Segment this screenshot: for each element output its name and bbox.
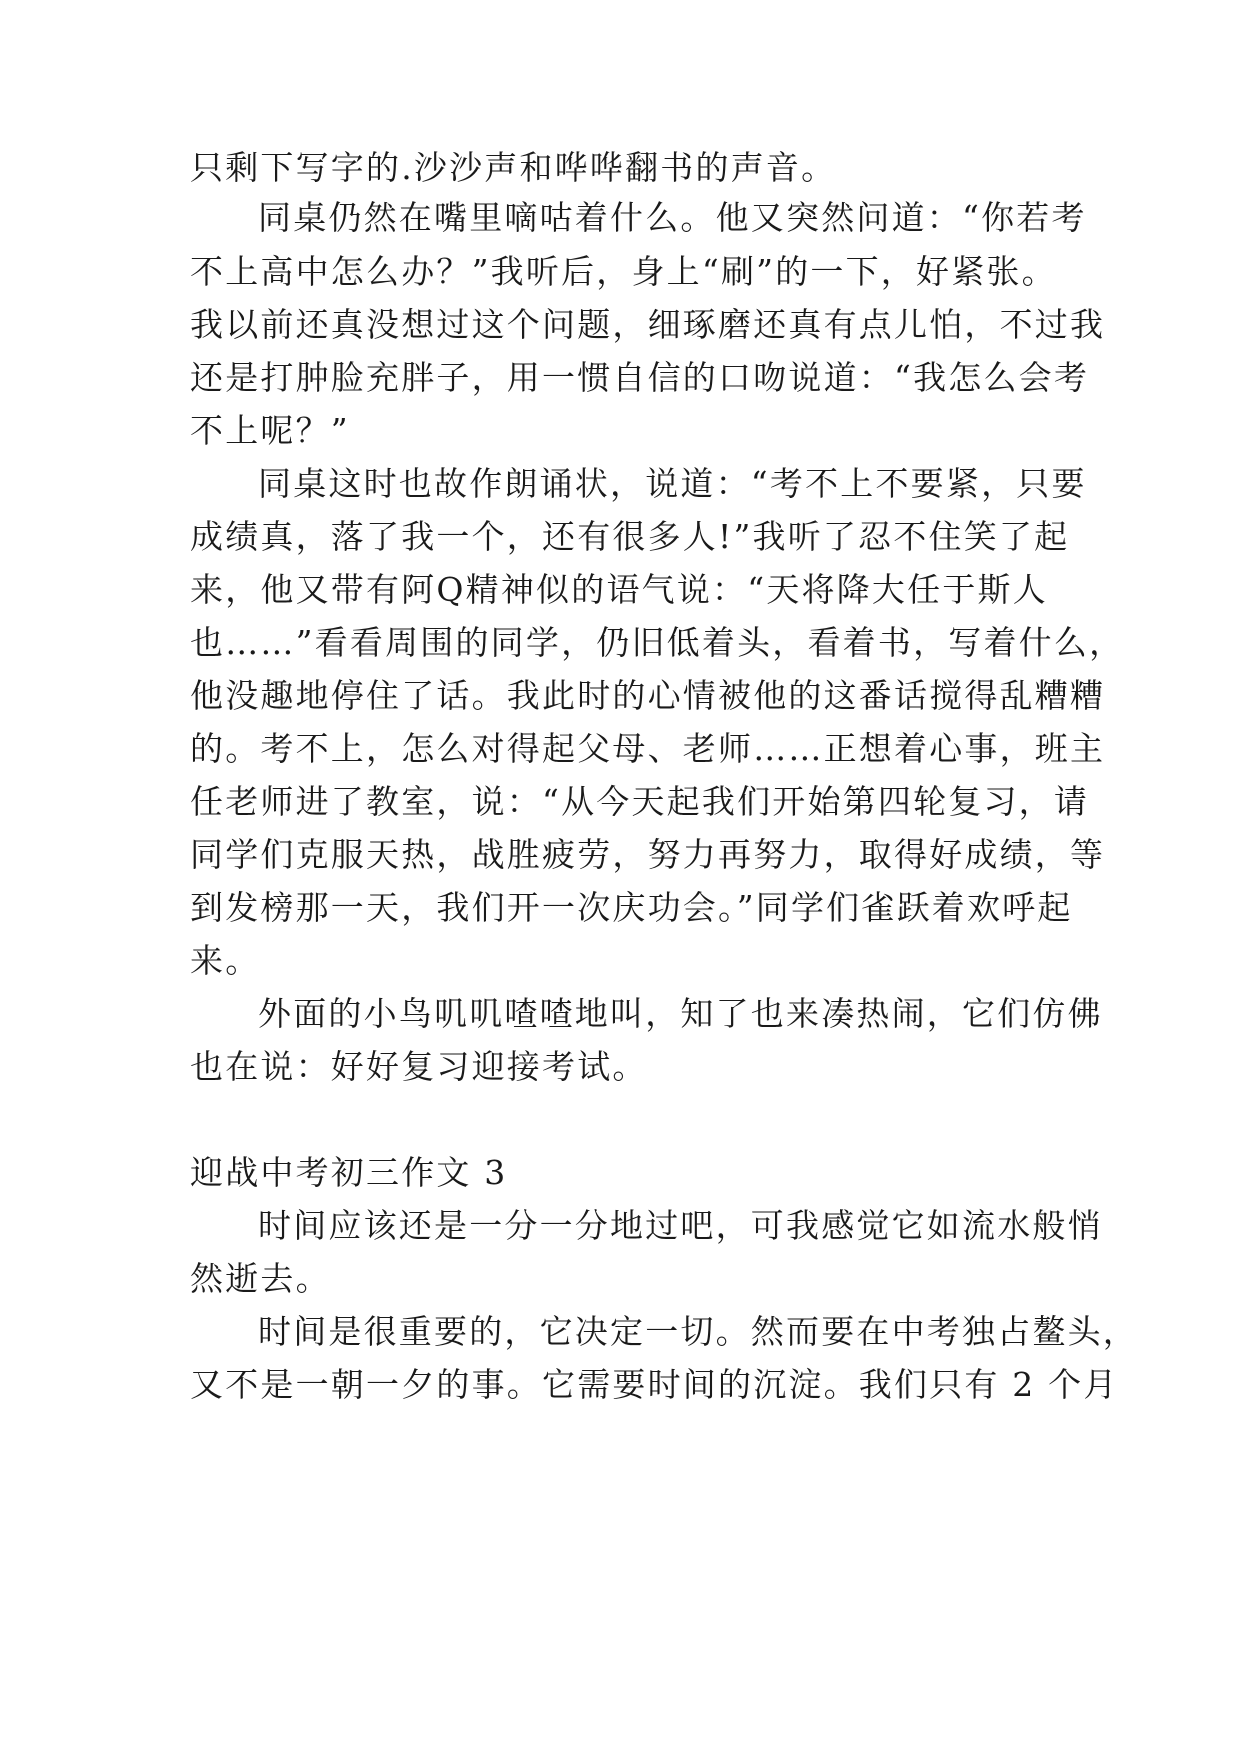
text-line: 不上呢？”: [190, 411, 350, 450]
paragraph-start-line: 同桌这时也故作朗诵状，说道：“考不上不要紧，只要: [258, 464, 1087, 503]
text-line: 任老师进了教室，说：“从今天起我们开始第四轮复习，请: [190, 782, 1090, 821]
text-line: 只剩下写字的.沙沙声和哗哗翻书的声音。: [190, 148, 837, 187]
text-line: 也……”看看周围的同学，仍旧低着头，看着书，写着什么，: [190, 623, 1125, 662]
text-line: 又不是一朝一夕的事。它需要时间的沉淀。我们只有 2 个月: [190, 1365, 1119, 1404]
text-line: 我以前还真没想过这个问题，细琢磨还真有点儿怕，不过我: [190, 305, 1106, 344]
text-line: 来，他又带有阿Q精神似的语气说：“天将降大任于斯人: [190, 570, 1048, 609]
paragraph-start-line: 时间应该还是一分一分地过吧，可我感觉它如流水般悄: [258, 1206, 1103, 1245]
paragraph-start-line: 时间是很重要的，它决定一切。然而要在中考独占鳌头，: [258, 1312, 1138, 1351]
text-line: 他没趣地停住了话。我此时的心情被他的这番话搅得乱糟糟: [190, 676, 1106, 715]
text-line: 来。: [190, 941, 261, 980]
text-line: 成绩真，落了我一个，还有很多人!”我听了忍不住笑了起: [190, 517, 1070, 556]
paragraph-start-line: 外面的小鸟叽叽喳喳地叫，知了也来凑热闹，它们仿佛: [258, 994, 1103, 1033]
text-line: 不上高中怎么办？”我听后，身上“刷”的一下，好紧张。: [190, 252, 1057, 291]
section-heading: 迎战中考初三作文 3: [190, 1153, 508, 1192]
text-line: 还是打肿脸充胖子，用一惯自信的口吻说道：“我怎么会考: [190, 358, 1090, 397]
text-line: 的。考不上，怎么对得起父母、老师……正想着心事，班主: [190, 729, 1106, 768]
text-line: 同学们克服天热，战胜疲劳，努力再努力，取得好成绩，等: [190, 835, 1106, 874]
text-line: 到发榜那一天，我们开一次庆功会。”同学们雀跃着欢呼起: [190, 888, 1073, 927]
text-line: 也在说：好好复习迎接考试。: [190, 1047, 648, 1086]
text-line: 然逝去。: [190, 1259, 331, 1298]
paragraph-start-line: 同桌仍然在嘴里嘀咕着什么。他又突然问道：“你若考: [258, 198, 1087, 237]
